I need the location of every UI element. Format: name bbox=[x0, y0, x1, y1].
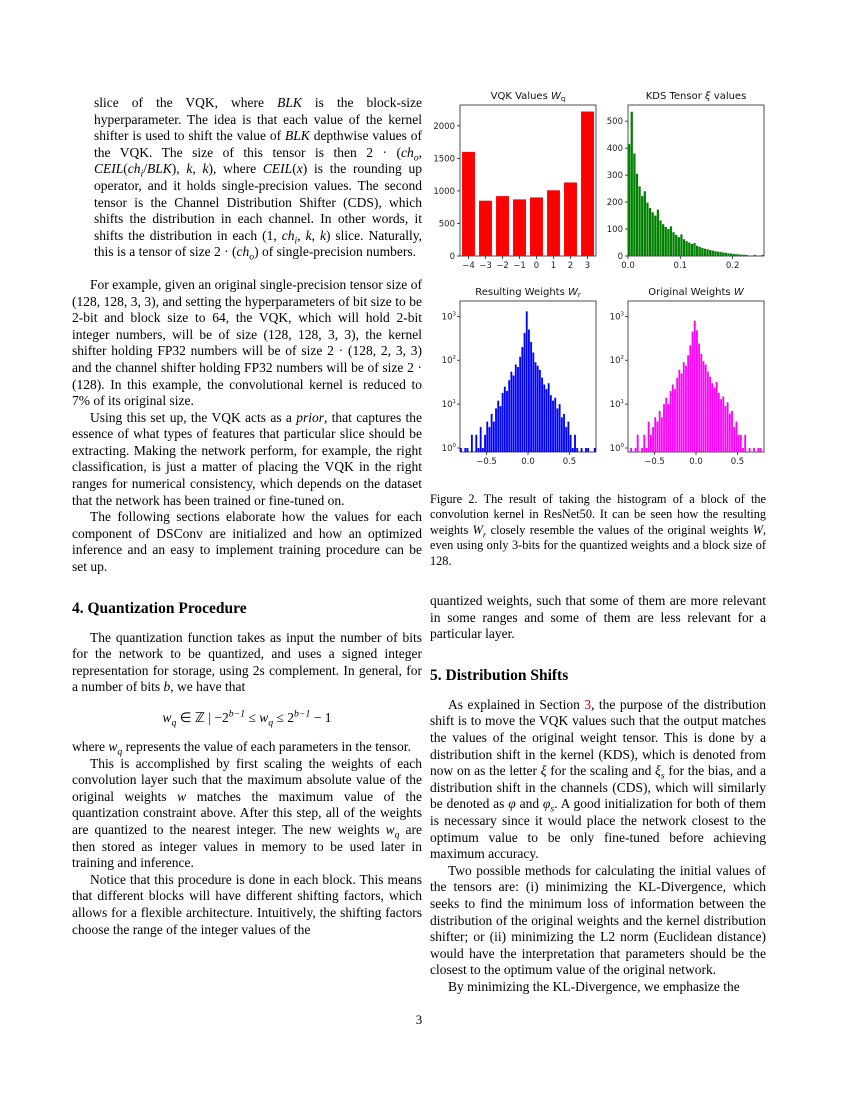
svg-text:300: 300 bbox=[606, 171, 623, 182]
svg-text:3: 3 bbox=[584, 261, 591, 271]
svg-text:0: 0 bbox=[533, 261, 540, 271]
svg-text:Original Weights W: Original Weights W bbox=[648, 287, 744, 298]
paragraph: Two possible methods for calculating the initial values of the tensors are: (i) minimizing the KL-Divergence, which seeks to find the minimum loss of information between the distribution of the original weights and the kernel distribution shifter; or (ii) minimizing the L2 norm (Euclidean distance) would have the interpretation that parameters should be the closest to the optimum value of the original network. bbox=[430, 862, 766, 978]
svg-text:100: $10^0$ bbox=[441, 443, 456, 454]
svg-text:KDS Tensor ξ values: KDS Tensor ξ values bbox=[645, 91, 747, 102]
paragraph: By minimizing the KL-Divergence, we emphasize the bbox=[448, 978, 740, 994]
kds-tensor-histogram bbox=[598, 88, 766, 282]
svg-text:102: $10^2$ bbox=[609, 355, 624, 367]
svg-text:2: 2 bbox=[567, 261, 574, 271]
section-5-heading: 5. Distribution Shifts bbox=[430, 666, 569, 684]
svg-text:101: $10^1$ bbox=[609, 399, 624, 411]
svg-text:2000: 2000 bbox=[433, 121, 455, 132]
svg-text:0.5: 0.5 bbox=[730, 457, 745, 467]
section-4-heading: 4. Quantization Procedure bbox=[72, 599, 247, 617]
resulting-weights-histogram bbox=[430, 284, 598, 478]
citation-link[interactable]: 3 bbox=[584, 696, 592, 712]
left-column bbox=[72, 95, 422, 938]
svg-text:102: $10^2$ bbox=[441, 355, 456, 367]
paragraph: Notice that this procedure is done in each block. This means that different blocks will have different shifting factors, which allows for a flexible architecture. Intuitively, the shifting factors choose the range of the integer values of the bbox=[72, 871, 422, 937]
svg-text:VQK Values Wq: VQK Values $W_q$ bbox=[490, 91, 566, 103]
paragraph: quantized weights, such that some of them are more relevant in some ranges and some of them are less relevant for a particular layer. bbox=[430, 593, 766, 642]
svg-text:−1: −1 bbox=[513, 261, 526, 271]
svg-text:0.2: 0.2 bbox=[725, 261, 740, 271]
svg-text:−0.5: −0.5 bbox=[644, 457, 665, 467]
svg-text:101: $10^1$ bbox=[441, 399, 456, 411]
original-weights-histogram bbox=[598, 284, 766, 478]
paragraph: This is accomplished by first scaling the weights of each convolution layer such that the maximum absolute value of the original weights w matches the maximum value of the quantization constraint above. After this step, all of the weights are quantized to the nearest integer. The new weights $w_q$ are then stored as integer values in memory to be used later in training and inference. bbox=[72, 755, 422, 871]
svg-text:1: 1 bbox=[550, 261, 557, 271]
svg-text:−0.5: −0.5 bbox=[476, 457, 497, 467]
svg-text:Resulting Weights Wr: Resulting Weights $W_r$ bbox=[475, 287, 581, 299]
svg-text:0.0: 0.0 bbox=[621, 261, 635, 271]
svg-text:1000: 1000 bbox=[433, 186, 455, 197]
svg-text:100: $10^0$ bbox=[609, 443, 624, 454]
paragraph: The quantization function takes as input the number of bits for the network to be quantized, and uses a signed integer representation for storage, using 2s complement. In general, for a number of bits b, we have that bbox=[72, 629, 422, 695]
svg-text:0.0: 0.0 bbox=[521, 457, 535, 467]
paragraph: The following sections elaborate how the values for each component of DSConv are initialized and how an optimized inference and an easy to implement training procedure can be set up. bbox=[72, 509, 422, 575]
svg-text:100: 100 bbox=[606, 225, 623, 236]
svg-text:0.1: 0.1 bbox=[673, 261, 688, 271]
right-column bbox=[430, 88, 766, 996]
svg-text:0: 0 bbox=[449, 252, 455, 262]
paragraph: As explained in Section 3, the purpose of the distribution shift is to move the VQK values such that the output matches the values of the original weight tensor. This is done by a distribution shift in the kernel (KDS), which is denoted from now on as the letter ξ for the scaling and $\xi_s$ for the bias, and a distribution shift in the channels (CDS), which will similarly be denoted as φ and $\varphi_s$. A good initialization for both of them is necessary since it would place the network closest to the optimum value to be only fine-tuned before achieving maximum accuracy. bbox=[430, 696, 766, 862]
svg-text:0.0: 0.0 bbox=[689, 457, 703, 467]
svg-text:−4: −4 bbox=[462, 261, 475, 271]
paragraph: where $w_q$ represents the value of each parameters in the tensor. bbox=[72, 739, 411, 758]
svg-text:500: 500 bbox=[606, 117, 623, 128]
paragraph: For example, given an original single-precision tensor size of (128, 128, 3, 3), and setting the hyperparameters of bit size to be 2-bit and block size to 64, the VQK, which will hold 2-bit integer numbers, will be of size (128, 128, 3, 3), the kernel shifter holding FP32 numbers will be of size 2 · (128, 2, 3, 3) and the channel shifter holding FP32 numbers will be of size 2 · (128). In this example, the convolutional kernel is reduced to 7% of its original size. bbox=[72, 276, 422, 409]
page-number: 3 bbox=[415, 1012, 423, 1027]
svg-text:103: $10^3$ bbox=[609, 311, 624, 323]
paragraph: slice of the VQK, where BLK is the block-size hyperparameter. The idea is that each value of the kernel shifter is used to shift the value of BLK depthwise values of the VQK. The size of this tensor is then $2 \cdot (ch_o$, $CEIL(ch_i/BLK)$, k, k), where CEIL(x) is the rounding up operator, and it holds single-precision values. The second tensor is the Channel Distribution Shifter (CDS), which shifts the distribution in each channel. In other words, it shifts the distribution in each (1, $ch_i$, k, k) slice. Naturally, this is a tensor of size $2 \cdot (ch_o)$ of single-precision numbers. bbox=[94, 95, 422, 264]
svg-text:0.5: 0.5 bbox=[562, 457, 577, 467]
svg-text:500: 500 bbox=[438, 219, 455, 230]
svg-text:−2: −2 bbox=[496, 261, 509, 271]
svg-text:400: 400 bbox=[606, 144, 623, 155]
svg-text:−3: −3 bbox=[479, 261, 492, 271]
vqk-values-bar-chart bbox=[430, 88, 598, 282]
paragraph: Using this set up, the VQK acts as a prior, that captures the essence of what types of features that particular slice should be extracting. Making the network perform, for example, the right classification, is just a matter of placing the VQK in the right ranges for numerical consistency, which depends on the dataset that the network has been trained or fine-tuned on. bbox=[72, 409, 423, 508]
quantization-equation: $w_q$ ∈ ℤ | $-2^{b-1} \le w_q \le 2^{b-1} - 1$ bbox=[162, 708, 332, 729]
figure-2 bbox=[430, 88, 766, 478]
figure-2-caption: Figure 2. The result of taking the histogram of a block of the convolution kernel in ResNet50. It can be seen how the resulting weights $W_r$ closely resemble the values of the original weights W, even using only 3-bits for the quantized weights and a block size of 128. bbox=[430, 492, 767, 568]
svg-text:1500: 1500 bbox=[433, 154, 455, 165]
svg-text:0: 0 bbox=[617, 252, 623, 262]
svg-text:200: 200 bbox=[606, 198, 623, 209]
svg-text:103: $10^3$ bbox=[441, 311, 456, 323]
